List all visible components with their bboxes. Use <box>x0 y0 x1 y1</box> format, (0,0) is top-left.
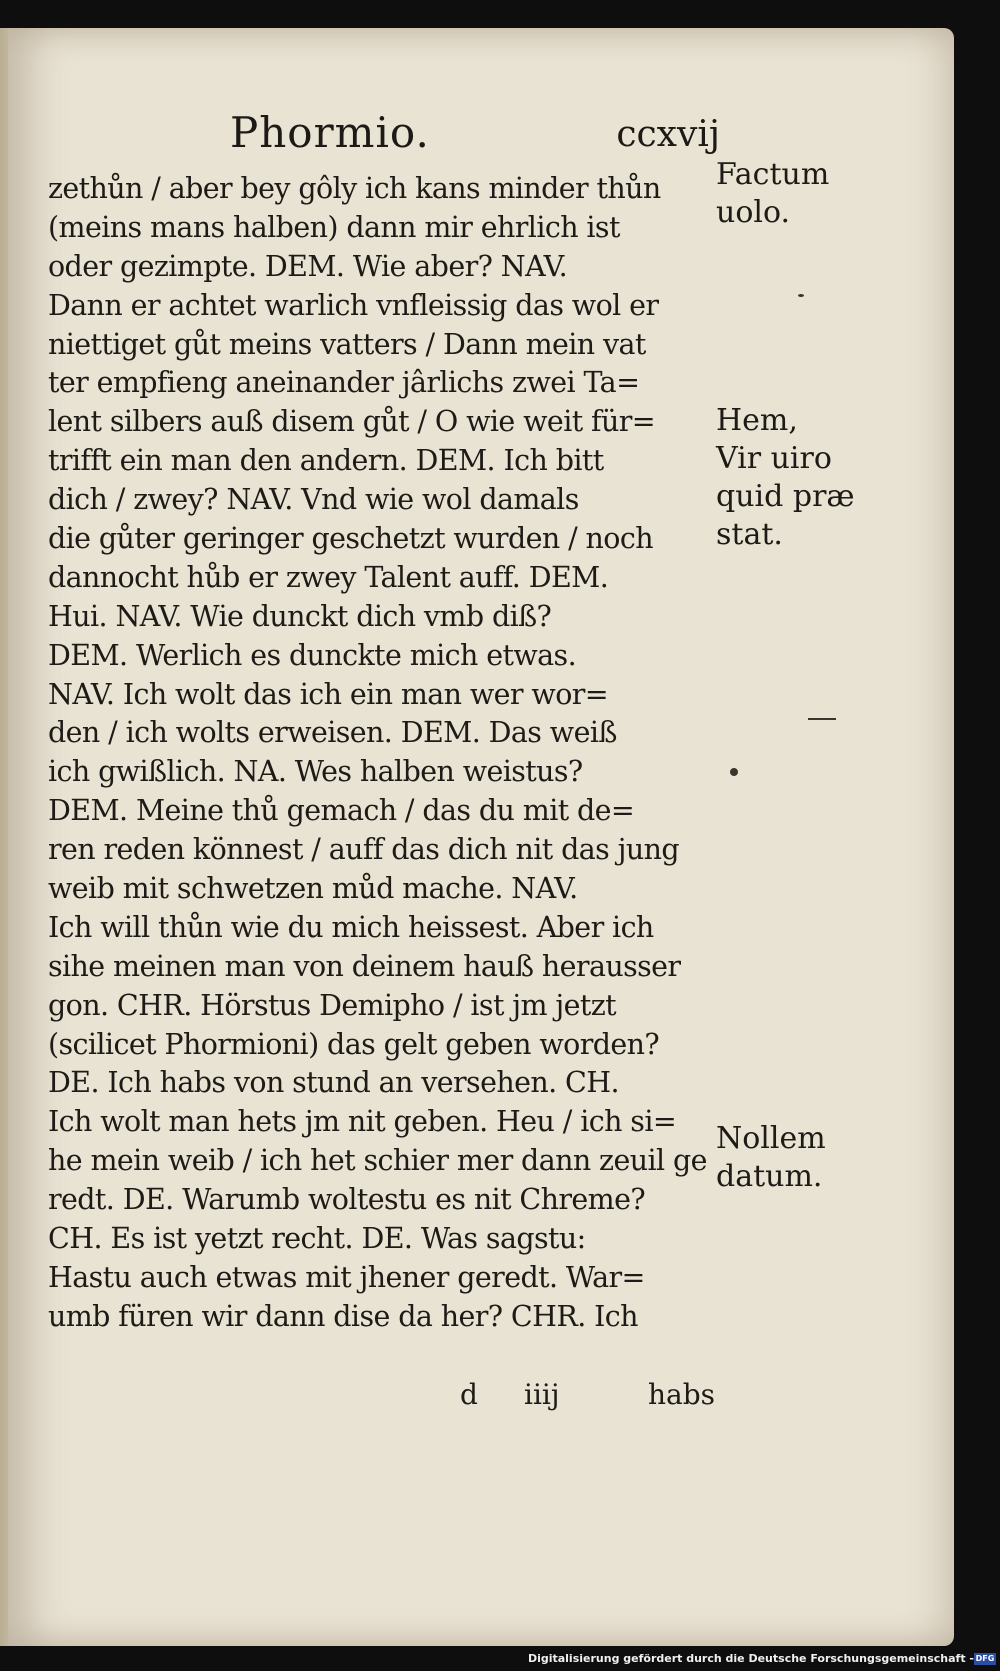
margin-note-factum <box>716 156 829 232</box>
text-line: Dann er achtet warlich vnfleissig das wol er <box>48 288 659 322</box>
text-line: ren reden könnest / auff das dich nit das jung <box>48 833 679 867</box>
margin-note-line: Hem, <box>716 403 798 438</box>
text-line: niettiget gůt meins vatters / Dann mein vat <box>48 327 646 361</box>
text-line: zethůn / aber bey gôly ich kans minder thůn <box>48 172 661 205</box>
text-line: trifft ein man den andern. DEM. Ich bitt <box>48 444 604 478</box>
text-line: (scilicet Phormioni) das gelt geben worden? <box>48 1027 660 1061</box>
text-line: lent silbers auß disem gůt / O wie weit für= <box>48 405 656 439</box>
margin-note-line: uolo. <box>716 195 791 230</box>
margin-note-line: stat. <box>716 517 783 552</box>
catchword: habs <box>648 1378 716 1411</box>
signature-mark: d <box>460 1378 478 1411</box>
digitization-credit: Digitalisierung gefördert durch die Deutsche Forschungsgemeinschaft - <box>527 1652 974 1665</box>
text-line: Hui. NAV. Wie dunckt dich vmb diß? <box>48 599 552 633</box>
text-line: CH. Es ist yetzt recht. DE. Was sagstu: <box>48 1222 586 1256</box>
margin-note-hem <box>716 402 855 554</box>
text-line: oder gezimpte. DEM. Wie aber? NAV. <box>48 249 568 283</box>
folio-number: ccxvij <box>616 114 720 155</box>
text-line: weib mit schwetzen můd mache. NAV. <box>48 872 578 906</box>
text-line: ter empfieng aneinander jârlichs zwei Ta= <box>48 366 640 400</box>
text-line: dich / zwey? NAV. Vnd wie wol damals <box>48 483 579 517</box>
text-line: (meins mans halben) dann mir ehrlich ist <box>48 210 620 244</box>
margin-note-line: Nollem <box>716 1121 826 1156</box>
margin-note-line: Factum <box>716 157 830 192</box>
text-line: he mein weib / ich het schier mer dann zeuil ge <box>48 1144 707 1178</box>
leaf-number: iiij <box>524 1378 560 1411</box>
text-line: Ich wolt man hets jm nit geben. Heu / ich si= <box>48 1105 677 1139</box>
dfg-logo-icon: DFG <box>975 1654 995 1663</box>
ink-speck <box>798 294 804 297</box>
text-line: NAV. Ich wolt das ich ein man wer wor= <box>48 677 609 711</box>
ink-speck <box>808 718 836 720</box>
margin-note-line: Vir uiro <box>716 441 832 476</box>
catchword-line <box>460 1378 730 1418</box>
text-line: DEM. Meine thů gemach / das du mit de= <box>48 794 635 828</box>
text-line: redt. DE. Warumb woltestu es nit Chreme? <box>48 1183 646 1217</box>
margin-note-nollem <box>716 1120 826 1196</box>
text-line: dannocht hůb er zwey Talent auff. DEM. <box>48 560 609 594</box>
text-line: die gůter geringer geschetzt wurden / noch <box>48 522 653 556</box>
margin-note-line: quid præ <box>716 479 855 514</box>
text-line: den / ich wolts erweisen. DEM. Das weiß <box>48 716 617 750</box>
text-line: DE. Ich habs von stund an versehen. CH. <box>48 1066 619 1100</box>
main-text-block <box>48 170 716 1337</box>
text-line: Hastu auch etwas mit jhener geredt. War= <box>48 1260 645 1294</box>
text-line: DEM. Werlich es dunckte mich etwas. <box>48 638 577 672</box>
text-line: umb füren wir dann dise da her? CHR. Ich <box>48 1299 638 1333</box>
text-line: sihe meinen man von deinem hauß herausser <box>48 949 681 983</box>
text-line: ich gwißlich. NA. Wes halben weistus? <box>48 755 583 789</box>
text-line: gon. CHR. Hörstus Demipho / ist jm jetzt <box>48 988 617 1022</box>
text-line: Ich will thůn wie du mich heissest. Aber ich <box>48 910 654 944</box>
ink-speck <box>730 768 738 776</box>
page-header <box>230 108 730 168</box>
margin-note-line: datum. <box>716 1159 823 1194</box>
running-title: Phormio. <box>230 108 430 157</box>
